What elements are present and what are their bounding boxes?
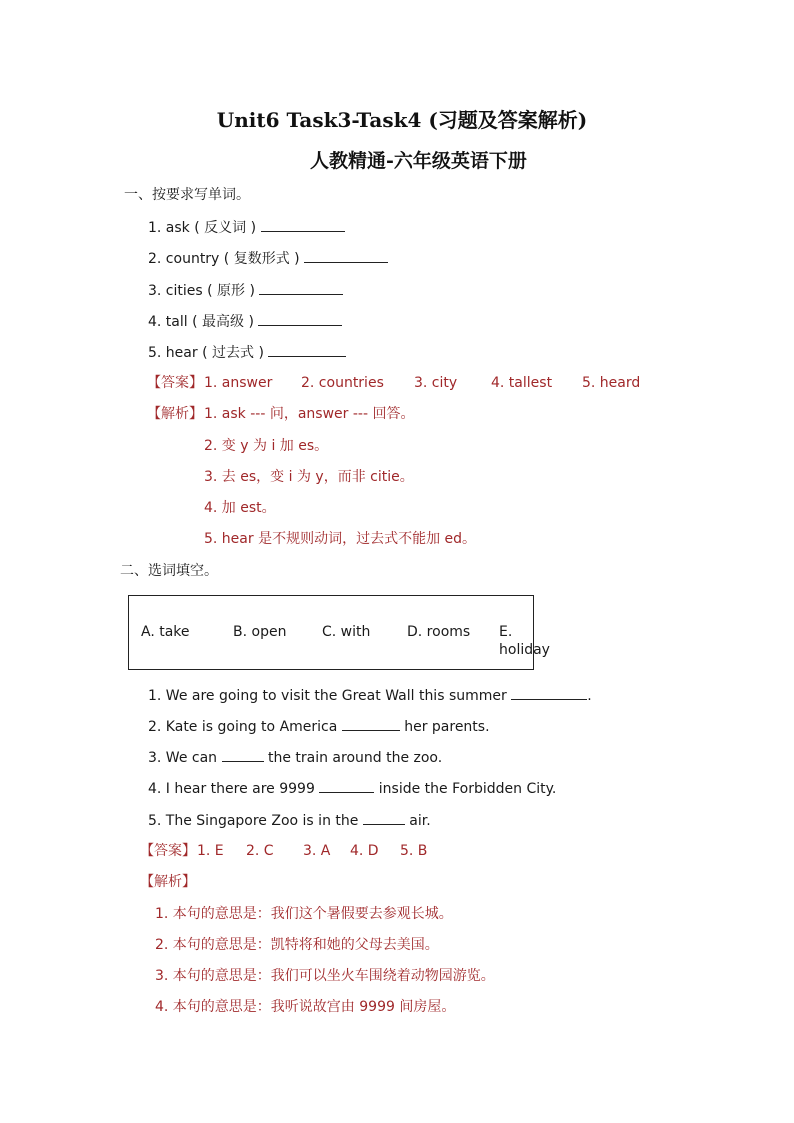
question-item: 5. hear ( 过去式 ) xyxy=(148,343,346,362)
page-subtitle: 人教精通-六年级英语下册 xyxy=(310,150,527,172)
question-item: 5. The Singapore Zoo is in the air. xyxy=(148,813,431,829)
answer-value: 5. heard xyxy=(582,375,641,391)
analysis-line: 4. 本句的意思是：我听说故宫由 9999 间房屋。 xyxy=(155,999,456,1015)
answer-blank[interactable] xyxy=(258,312,342,326)
page-title: Unit6 Task3-Task4 (习题及答案解析) xyxy=(216,108,588,132)
analysis-line: 1. 本句的意思是：我们这个暑假要去参观长城。 xyxy=(155,906,453,922)
question-item: 2. Kate is going to America her parents. xyxy=(148,719,490,735)
analysis-line: 2. 本句的意思是：凯特将和她的父母去美国。 xyxy=(155,937,439,953)
answer-blank[interactable] xyxy=(304,249,388,263)
question-item: 1. ask ( 反义词 ) xyxy=(148,218,345,237)
word-option: D. rooms xyxy=(407,624,471,640)
answer-label: 【答案】 xyxy=(147,375,203,391)
question-item: 3. cities ( 原形 ) xyxy=(148,281,343,300)
word-bank-box xyxy=(128,595,550,670)
word-option: B. open xyxy=(233,624,287,640)
answer-value: 2. C xyxy=(246,843,274,859)
answer-blank[interactable] xyxy=(261,218,345,232)
question-item: 3. We can the train around the zoo. xyxy=(148,750,443,766)
section2-heading: 二、选词填空。 xyxy=(120,563,218,579)
answer-blank[interactable] xyxy=(319,779,374,793)
question-item: 2. country ( 复数形式 ) xyxy=(148,249,388,268)
word-option: C. with xyxy=(322,624,371,640)
section1-heading: 一、按要求写单词。 xyxy=(124,187,250,203)
question-item: 4. I hear there are 9999 inside the Forbidden City. xyxy=(148,781,557,797)
analysis-line: 4. 加 est。 xyxy=(204,500,276,516)
analysis-line: 2. 变 y 为 i 加 es。 xyxy=(204,438,329,454)
question-item: 1. We are going to visit the Great Wall this summer . xyxy=(148,688,592,704)
analysis-line: 1. ask --- 问，answer --- 回答。 xyxy=(204,406,415,422)
question-item: 4. tall ( 最高级 ) xyxy=(148,312,342,331)
answer-value: 1. E xyxy=(197,843,224,859)
answer-value: 4. tallest xyxy=(491,375,553,391)
analysis-line: 3. 本句的意思是：我们可以坐火车围绕着动物园游览。 xyxy=(155,968,495,984)
answer-label: 【答案】 xyxy=(140,843,196,859)
analysis-line: 5. hear 是不规则动词，过去式不能加 ed。 xyxy=(204,531,477,547)
answer-value: 2. countries xyxy=(301,375,384,391)
word-option: A. take xyxy=(141,624,190,640)
answer-blank[interactable] xyxy=(342,717,400,731)
answer-value: 1. answer xyxy=(204,375,273,391)
word-option: E. holiday xyxy=(499,624,550,658)
answer-value: 5. B xyxy=(400,843,428,859)
analysis-label: 【解析】 xyxy=(147,406,203,422)
answer-blank[interactable] xyxy=(222,748,264,762)
answer-blank[interactable] xyxy=(268,343,346,357)
answer-value: 3. city xyxy=(414,375,458,391)
answer-value: 3. A xyxy=(303,843,331,859)
answer-blank[interactable] xyxy=(259,281,343,295)
answer-value: 4. D xyxy=(350,843,379,859)
answer-blank[interactable] xyxy=(363,811,405,825)
analysis-line: 3. 去 es，变 i 为 y，而非 citie。 xyxy=(204,469,414,485)
analysis-label: 【解析】 xyxy=(140,874,196,890)
answer-blank[interactable] xyxy=(511,686,587,700)
